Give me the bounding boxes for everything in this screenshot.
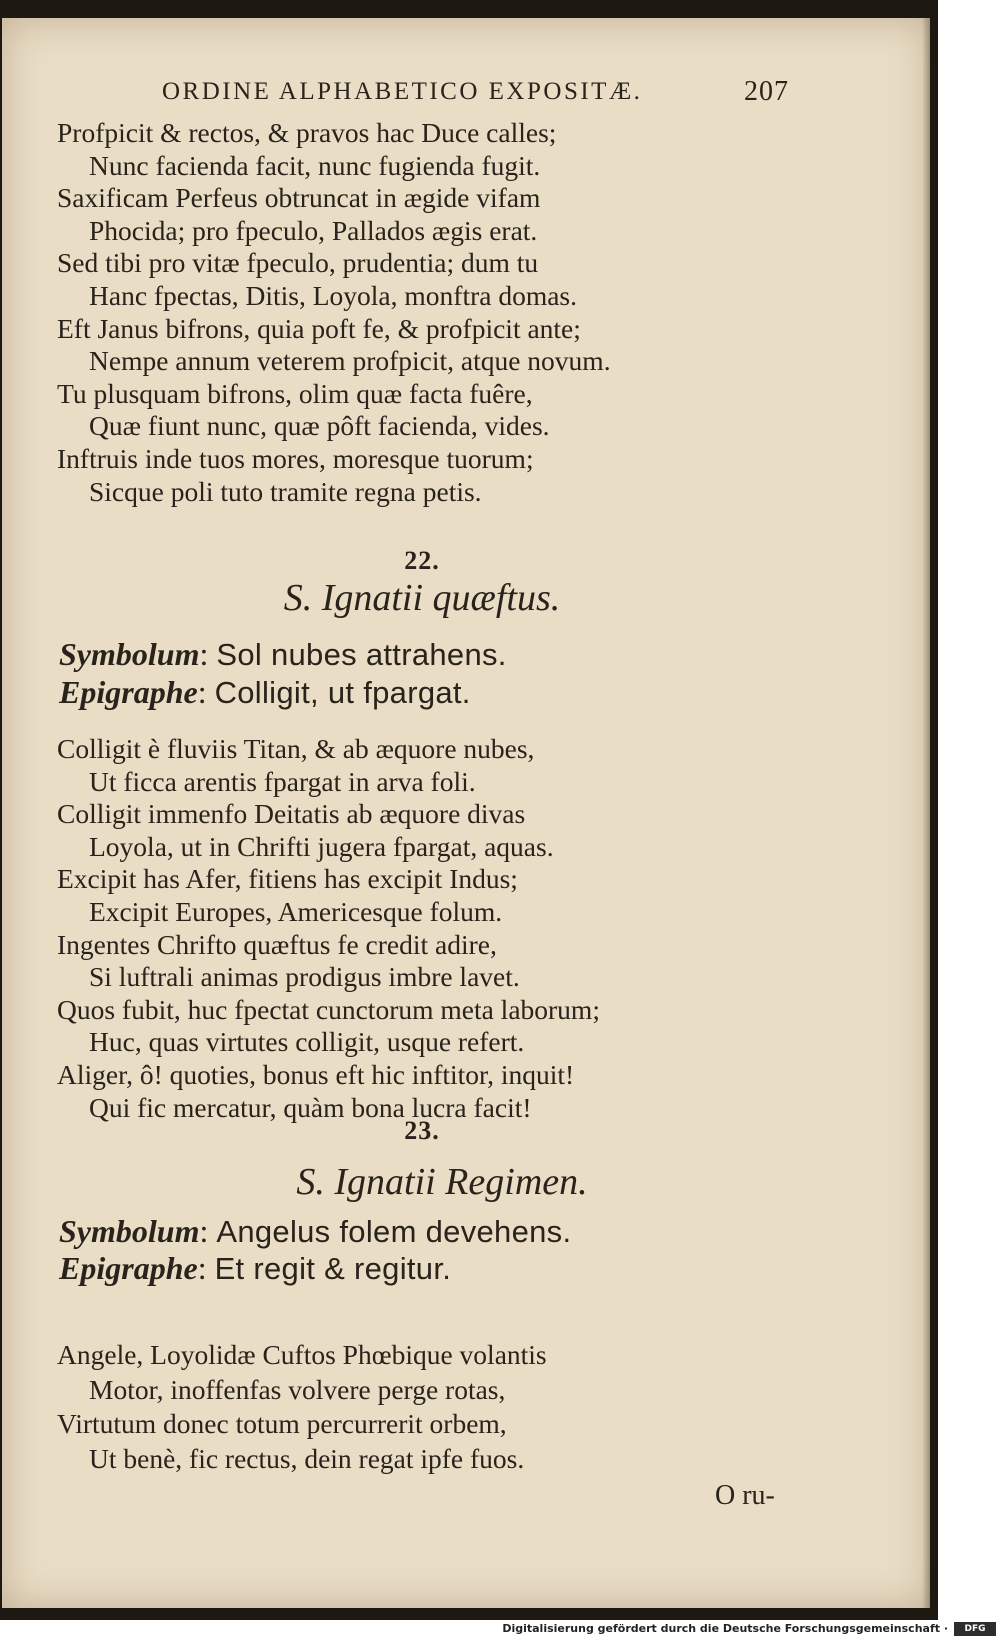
verse-line: Nempe annum veterem profpicit, atque novum. [89, 345, 611, 377]
catchword: O ru- [715, 1480, 775, 1511]
epigraphe-text: Colligit, ut fpargat. [214, 675, 471, 710]
verse-line: Ingentes Chrifto quæftus fe credit adire, [57, 928, 497, 960]
verse-line: Quos fubit, huc fpectat cunctorum meta laborum; [57, 993, 600, 1025]
symbolum-row-22: Symbolum: Sol nubes attrahens. [59, 636, 507, 672]
verse-line: Angele, Loyolidæ Cuftos Phœbique volantis [57, 1339, 547, 1370]
symbolum-label: Symbolum [59, 636, 200, 672]
verse-line: Excipit Europes, Americesque folum. [89, 895, 503, 927]
symbolum-row-23: Symbolum: Angelus folem devehens. [59, 1213, 572, 1249]
section-title-22: S. Ignatii quæftus. [283, 577, 561, 619]
verse-line: Ut benè, fic rectus, dein regat ipfe fuos. [89, 1442, 525, 1474]
running-head: ORDINE ALPHABETICO EXPOSITÆ. [162, 78, 643, 105]
symbolum-label: Symbolum [59, 1213, 200, 1249]
page-number: 207 [744, 76, 789, 107]
section-title-23: S. Ignatii Regimen. [296, 1161, 588, 1203]
epigraphe-text: Et regit & regitur. [214, 1251, 452, 1286]
verse-line: Aliger, ô! quoties, bonus eft hic inftitor, inquit! [57, 1058, 575, 1090]
verse-line: Inftruis inde tuos mores, moresque tuorum; [57, 442, 534, 474]
verse-line: Virtutum donec totum percurrerit orbem, [57, 1408, 507, 1439]
verse-line: Sicque poli tuto tramite regna petis. [89, 475, 482, 507]
verse-line: Qui fic mercatur, quàm bona lucra facit! [89, 1091, 532, 1123]
symbolum-text: Angelus folem devehens. [216, 1214, 572, 1249]
verse-line: Eft Janus bifrons, quia poft fe, & profpicit ante; [57, 312, 581, 344]
verse-line: Sed tibi pro vitæ fpeculo, prudentia; dum tu [57, 247, 539, 279]
verse-line: Colligit è fluviis Titan, & ab æquore nubes, [57, 733, 535, 764]
verse-line: Si luftrali animas prodigus imbre lavet. [89, 961, 520, 993]
verse-line: Huc, quas virtutes colligit, usque refert. [89, 1026, 525, 1058]
book-page [2, 18, 930, 1608]
verse-line: Loyola, ut in Chrifti jugera fpargat, aquas. [89, 830, 554, 862]
epigraphe-row-22: Epigraphe: Colligit, ut fpargat. [59, 674, 471, 710]
verse-line: Colligit immenfo Deitatis ab æquore divas [57, 798, 526, 830]
verse-line: Nunc facienda facit, nunc fugienda fugit. [89, 149, 541, 181]
section-number-23: 23. [404, 1116, 440, 1145]
verse-line: Profpicit & rectos, & pravos hac Duce calles; [57, 117, 557, 148]
poem-23 [57, 1338, 777, 1476]
poem-22 [57, 733, 777, 1124]
verse-line: Phocida; pro fpeculo, Pallados ægis erat. [89, 214, 538, 246]
section-number-22: 22. [404, 546, 440, 575]
verse-line: Ut ficca arentis fpargat in arva foli. [89, 765, 476, 797]
verse-line: Excipit has Afer, fitiens has excipit Indus; [57, 863, 518, 895]
verse-line: Hanc fpectas, Ditis, Loyola, monftra domas. [89, 279, 577, 311]
epigraphe-row-23: Epigraphe: Et regit & regitur. [59, 1250, 452, 1286]
verse-line: Saxificam Perfeus obtruncat in ægide vifam [57, 182, 541, 214]
epigraphe-label: Epigraphe [59, 1250, 198, 1286]
verse-line: Motor, inoffenfas volvere perge rotas, [89, 1373, 506, 1405]
symbolum-text: Sol nubes attrahens. [216, 637, 507, 672]
verse-line: Tu plusquam bifrons, olim quæ facta fuêre, [57, 377, 533, 409]
digitization-credit: Digitalisierung gefördert durch die Deutsche Forschungsgemeinschaft · [502, 1622, 948, 1635]
dfg-logo: DFG [954, 1622, 996, 1636]
epigraphe-label: Epigraphe [59, 674, 198, 710]
poem-continuation [57, 117, 777, 508]
verse-line: Quæ fiunt nunc, quæ pôft facienda, vides. [89, 410, 550, 442]
